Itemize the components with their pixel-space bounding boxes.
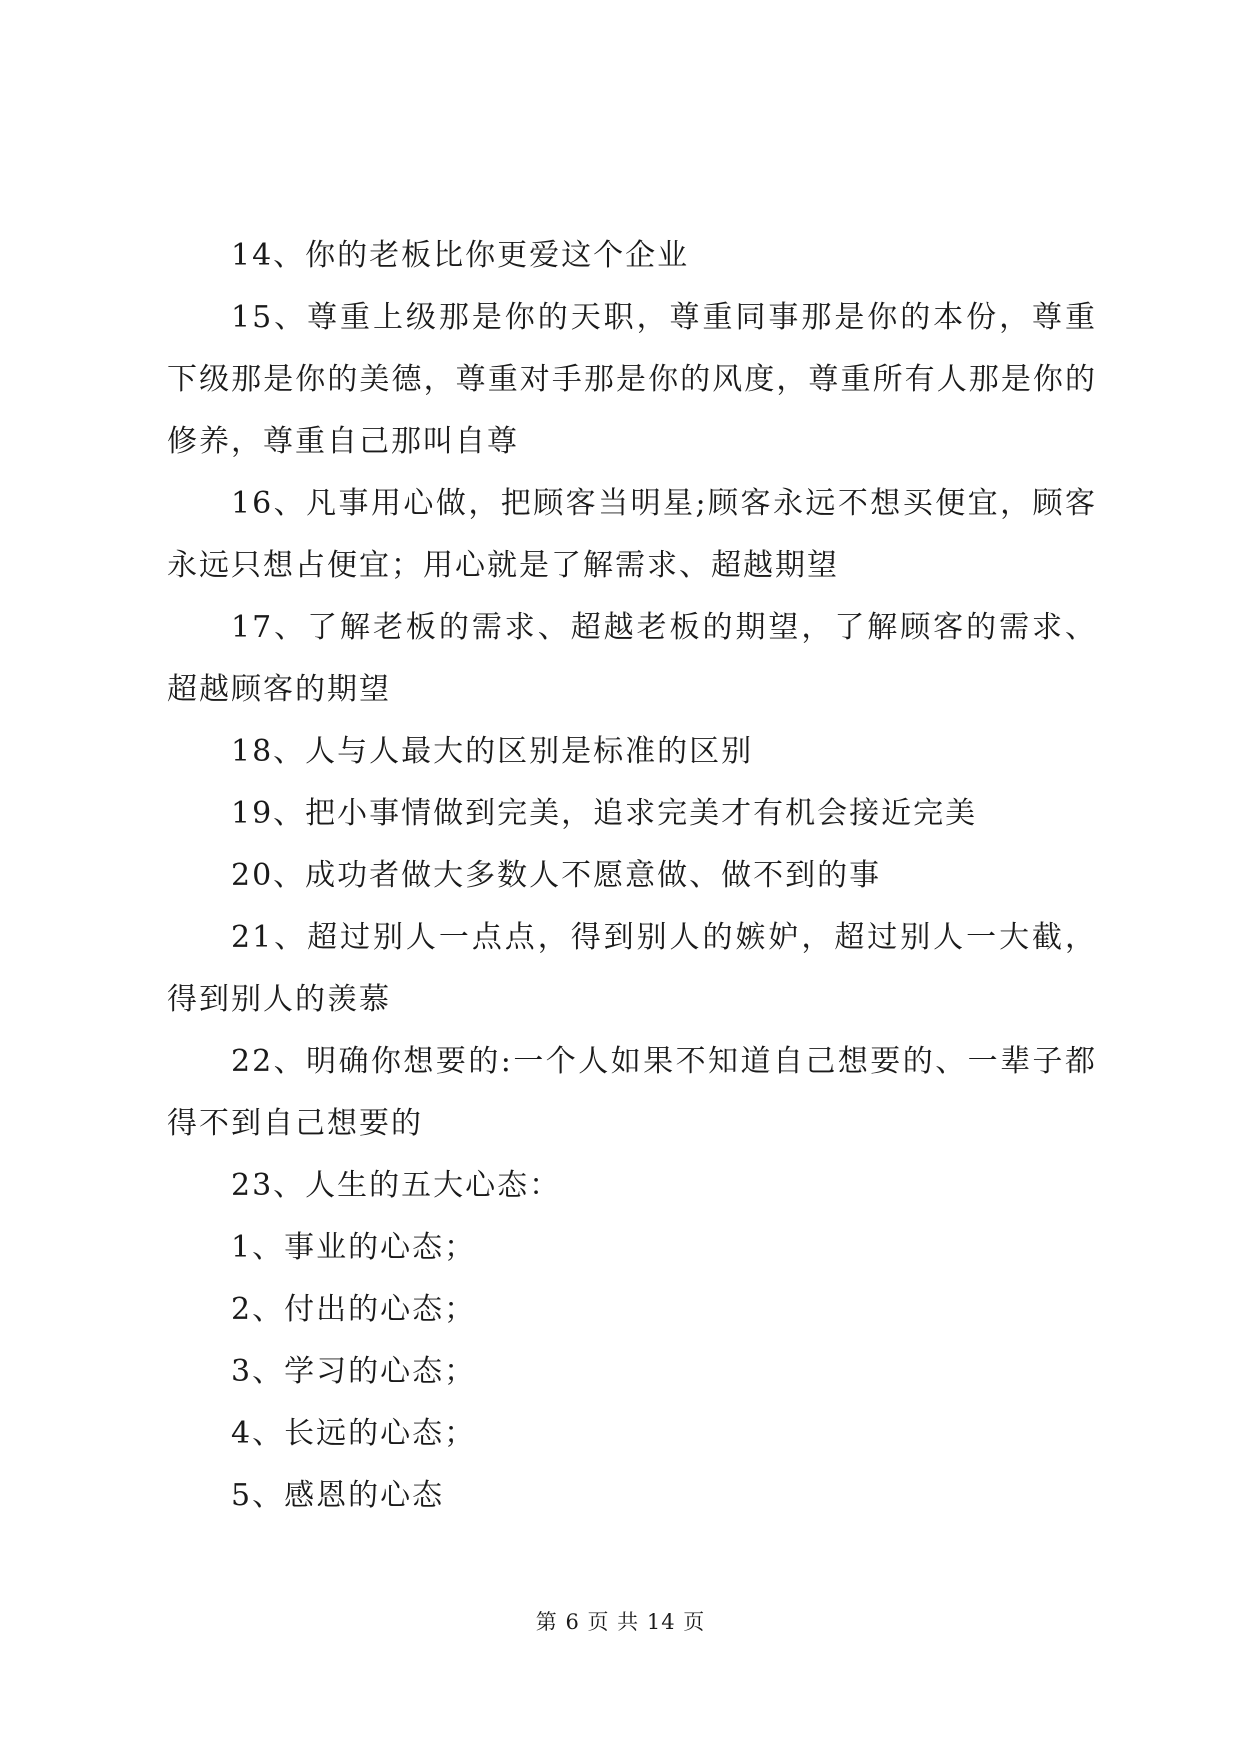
paragraph-22: 22、明确你想要的:一个人如果不知道自己想要的、一辈子都得不到自己想要的	[167, 1044, 1097, 1141]
paragraph-21: 21、超过别人一点点，得到别人的嫉妒，超过别人一大截，得到别人的羡慕	[167, 920, 1097, 1017]
list-item-3: 3、学习的心态；	[231, 1354, 477, 1389]
document-body	[167, 225, 1097, 1527]
list-item-1: 1、事业的心态；	[231, 1230, 477, 1265]
list-item-2: 2、付出的心态；	[231, 1292, 477, 1327]
paragraph-23: 23、人生的五大心态：	[231, 1168, 562, 1203]
paragraph-14: 14、你的老板比你更爱这个企业	[231, 238, 690, 273]
paragraph-20: 20、成功者做大多数人不愿意做、做不到的事	[231, 858, 882, 893]
paragraph-19: 19、把小事情做到完美，追求完美才有机会接近完美	[231, 796, 978, 831]
paragraph-15: 15、尊重上级那是你的天职，尊重同事那是你的本份，尊重下级那是你的美德，尊重对手那是你的风度，尊重所有人那是你的修养，尊重自己那叫自尊	[167, 300, 1097, 459]
paragraph-17: 17、了解老板的需求、超越老板的期望，了解顾客的需求、超越顾客的期望	[167, 610, 1097, 707]
list-item-5: 5、感恩的心态	[231, 1478, 445, 1513]
paragraph-18: 18、人与人最大的区别是标准的区别	[231, 734, 754, 769]
paragraph-16: 16、凡事用心做，把顾客当明星;顾客永远不想买便宜，顾客永远只想占便宜；用心就是了解需求、超越期望	[167, 486, 1097, 583]
page-number-footer: 第 6 页 共 14 页	[535, 1610, 706, 1634]
list-item-4: 4、长远的心态；	[231, 1416, 477, 1451]
